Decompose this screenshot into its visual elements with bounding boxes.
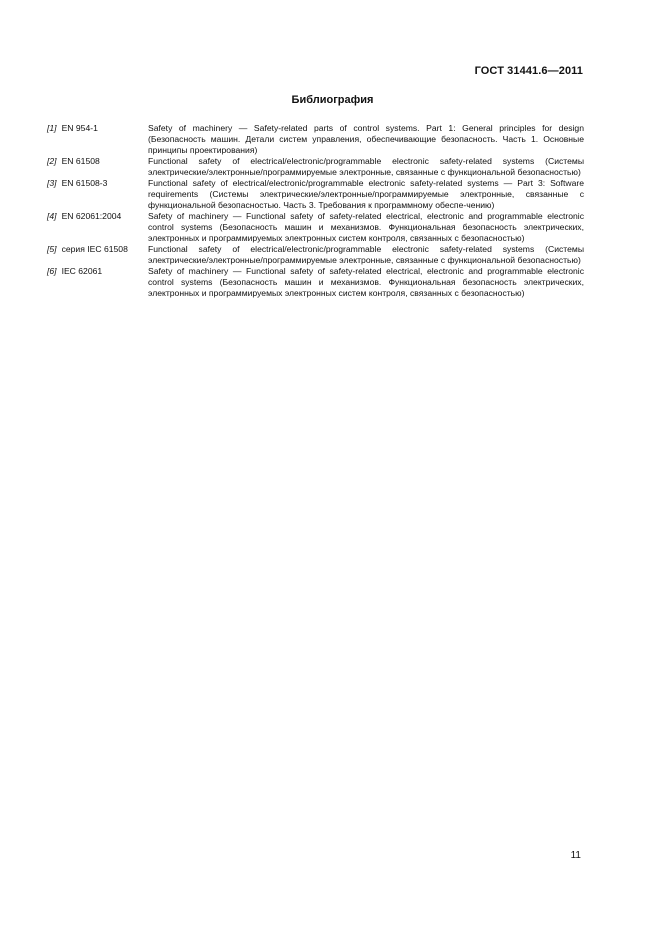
bibliography-number: [2] (47, 156, 57, 166)
bibliography-number: [4] (47, 211, 57, 221)
section-title: Библиография (291, 94, 374, 106)
bibliography-reference (47, 211, 148, 244)
bibliography-description: Safety of machinery — Safety-related parts of control systems. Part 1: General principles for design (Безопасность машин. Детали систем управления, обеспечивающие безопасность. Часть 1. Основные принципы проектирования) (148, 123, 584, 155)
standard-code: EN 61508-3 (61, 178, 108, 188)
bibliography-reference (47, 156, 148, 178)
bibliography-entry (47, 156, 584, 178)
bibliography-reference (47, 244, 148, 266)
bibliography-entry (47, 178, 584, 211)
bibliography-entry (47, 244, 584, 266)
bibliography-description: Safety of machinery — Functional safety of safety-related electrical, electronic and programmable electronic control systems (Безопасность машин и механизмов. Функциональная безопасность электрических, электронных и программируемых электронных систем контроля, связанных с безопасностью) (148, 266, 584, 298)
bibliography-list (47, 123, 584, 299)
bibliography-number: [1] (47, 123, 57, 133)
bibliography-number: [6] (47, 266, 57, 276)
bibliography-description: Functional safety of electrical/electronic/programmable electronic safety-related systems (Системы электрические/электронные/программируемые электронные, связанные с функциональной безопасностью) (148, 156, 584, 177)
bibliography-reference (47, 266, 148, 299)
bibliography-description: Functional safety of electrical/electronic/programmable electronic safety-related systems — Part 3: Software requirements (Системы электрические/электронные/программируемые электронные, связанные с функциональной безопасностью. Часть 3. Требования к программному обеспе-чению) (148, 178, 584, 210)
standard-code: IEC 62061 (61, 266, 103, 276)
bibliography-reference (47, 178, 148, 211)
bibliography-description: Functional safety of electrical/electronic/programmable electronic safety-related systems (Системы электрические/электронные/программируемые электронные, связанные с функциональной безопасностью) (148, 244, 584, 265)
standard-code: EN 62061:2004 (61, 211, 122, 221)
bibliography-description: Safety of machinery — Functional safety of safety-related electrical, electronic and programmable electronic control systems (Безопасность машин и механизмов. Функциональная безопасность электрических, электронных и программируемых электронных систем контроля, связанных с безопасностью) (148, 211, 584, 243)
bibliography-reference (47, 123, 148, 156)
bibliography-number: [5] (47, 244, 57, 254)
standard-code: EN 954-1 (61, 123, 98, 133)
standard-code: EN 61508 (61, 156, 100, 166)
bibliography-number: [3] (47, 178, 57, 188)
bibliography-entry (47, 123, 584, 156)
standard-code: серия IEC 61508 (61, 244, 128, 254)
bibliography-entry (47, 211, 584, 244)
page-number: 11 (570, 850, 581, 861)
document-code: ГОСТ 31441.6—2011 (474, 65, 583, 77)
bibliography-entry (47, 266, 584, 299)
